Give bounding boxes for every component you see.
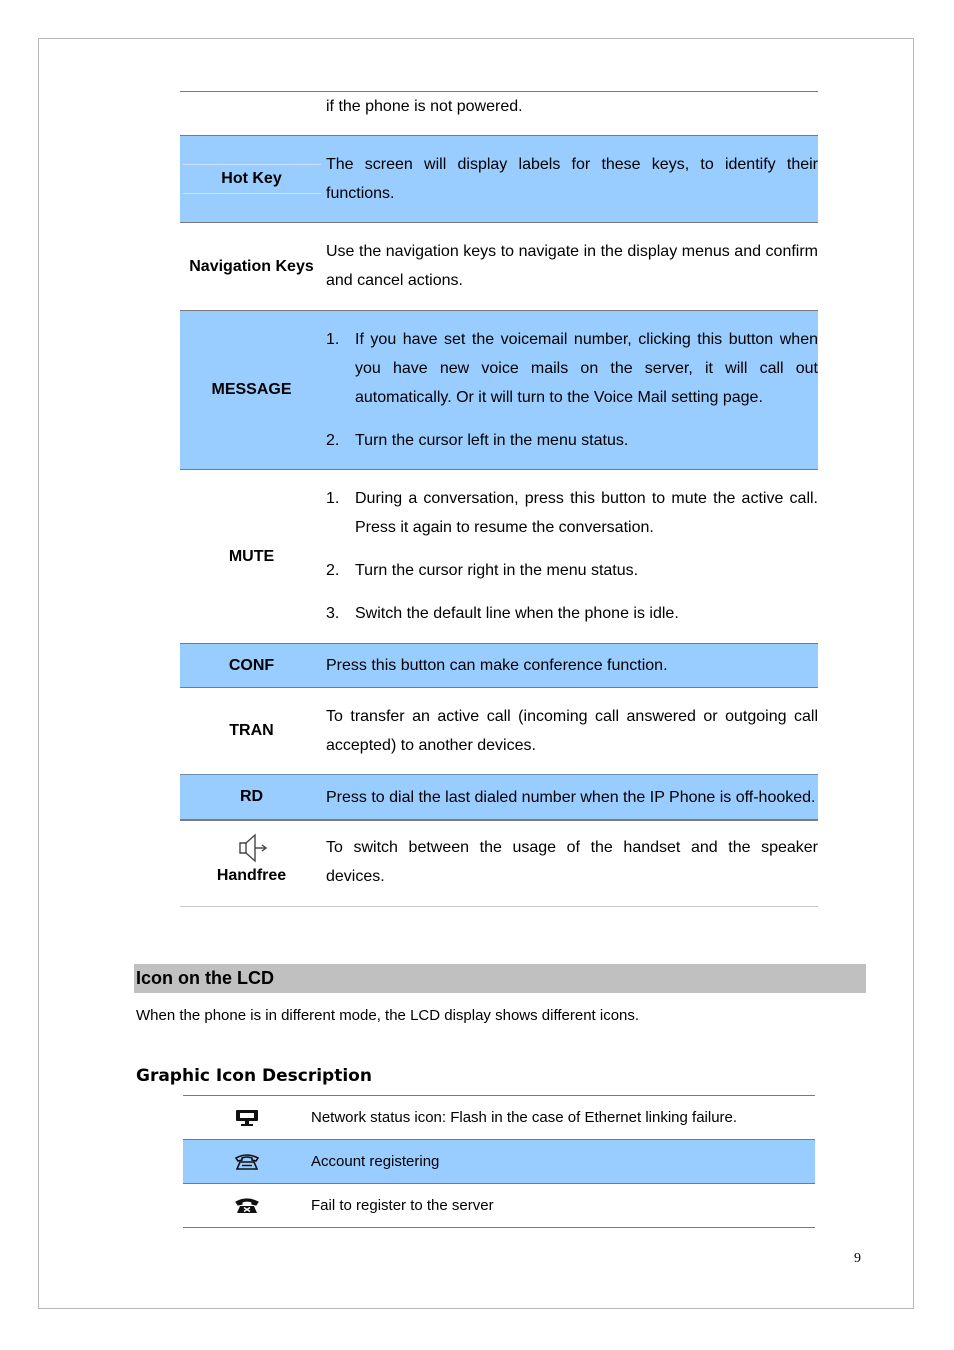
phone-register-fail-icon xyxy=(183,1184,310,1227)
page-number: 9 xyxy=(854,1251,861,1266)
hot-key-label-cell xyxy=(180,136,323,222)
message-steps xyxy=(326,325,818,455)
handfree-label-cell xyxy=(180,821,323,906)
conf-description: Press this button can make conference function. xyxy=(326,657,668,674)
table-row-message xyxy=(180,310,818,469)
list-item: 1. If you have set the voicemail number, clicking this button when you have new voice mails on the server, it will call out automatically. Or it will turn to the Voice Mail setting page. xyxy=(326,331,818,406)
list-item: 1. During a conversation, press this button to mute the active call. Press it again to resume the conversation. xyxy=(326,490,818,536)
speaker-icon xyxy=(235,831,269,867)
section-intro: When the phone is in different mode, the LCD display shows different icons. xyxy=(136,1007,640,1024)
table-row-mute xyxy=(180,469,818,643)
list-item: 2. Turn the cursor left in the menu status. xyxy=(326,432,629,449)
table-row-hot-key xyxy=(180,135,818,222)
tran-description: To transfer an active call (incoming call answered or outgoing call accepted) to another devices. xyxy=(326,708,818,754)
navigation-keys-label: Navigation Keys xyxy=(189,257,314,275)
message-description xyxy=(323,311,818,469)
table-row-conf xyxy=(180,643,818,687)
icon-description: Account registering xyxy=(311,1153,440,1170)
icon-description: Network status icon: Flash in the case of Ethernet linking failure. xyxy=(311,1109,738,1126)
table-row xyxy=(183,1139,815,1183)
hot-key-label: Hot Key xyxy=(183,164,321,194)
list-item: 2. Turn the cursor right in the menu status. xyxy=(326,562,639,579)
phone-registering-icon xyxy=(183,1140,310,1183)
navigation-keys-description: Use the navigation keys to navigate in the display menus and confirm and cancel actions. xyxy=(326,243,818,289)
hot-key-description: The screen will display labels for these keys, to identify their functions. xyxy=(326,156,818,202)
mute-label: MUTE xyxy=(228,547,275,565)
section-heading: Icon on the LCD xyxy=(134,964,866,993)
table-bottom-rule xyxy=(180,906,818,907)
rd-label: RD xyxy=(239,788,264,805)
mute-description xyxy=(323,470,818,643)
key-description-table xyxy=(180,91,818,907)
tran-label: TRAN xyxy=(229,722,274,739)
table-row-navigation-keys xyxy=(180,222,818,310)
conf-label: CONF xyxy=(228,656,275,674)
table-row-fragment xyxy=(180,91,818,135)
table-row-rd xyxy=(180,774,818,819)
handfree-description: To switch between the usage of the handset and the speaker devices. xyxy=(326,839,818,885)
table-row xyxy=(183,1183,815,1227)
network-status-icon xyxy=(183,1096,310,1139)
table-row-handfree xyxy=(180,819,818,906)
empty-key-cell xyxy=(180,92,323,135)
table-row-tran xyxy=(180,687,818,774)
list-item: 3. Switch the default line when the phone is idle. xyxy=(326,605,679,622)
subsection-heading: Graphic Icon Description xyxy=(136,1066,372,1086)
mute-steps xyxy=(326,484,818,628)
fragment-text: if the phone is not powered. xyxy=(326,98,523,115)
table-row xyxy=(183,1095,815,1139)
message-label: MESSAGE xyxy=(211,381,292,398)
rd-description: Press to dial the last dialed number when the IP Phone is off-hooked. xyxy=(326,788,816,806)
handfree-label: Handfree xyxy=(216,867,287,884)
icon-description-table xyxy=(183,1095,815,1228)
icon-description: Fail to register to the server xyxy=(311,1197,494,1214)
